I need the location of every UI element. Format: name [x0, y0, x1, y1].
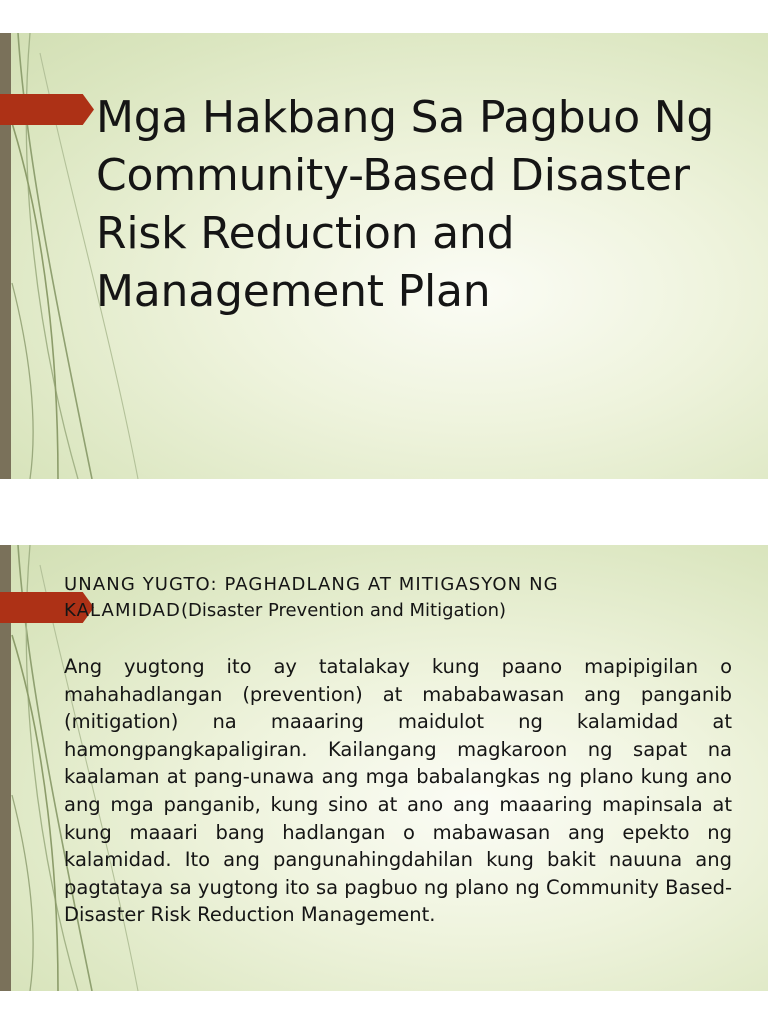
title-accent-tab [0, 94, 94, 125]
title-slide [0, 33, 768, 479]
section-heading [64, 572, 744, 624]
content-slide [0, 545, 768, 991]
slide-title: Mga Hakbang Sa Pagbuo Ng Community-Based Disaster Risk Reduction and Management Plan [96, 92, 715, 317]
section-body-text: Ang yugtong ito ay tatalakay kung paano mapipigilan o mahahadlangan (prevention) at mababawasan ang panganib (mitigation) na maaaring maidulot ng kalamidad at hamongpangkapaligiran. Kailangang magkaroon ng sapat na kaalaman at pang-unawa ang mga babalangkas ng plano kung ano ang mga panganib, kung sino at ano ang maaaring mapinsala at kung maaari bang hadlangan o mabawasan ang epekto ng kalamidad. Ito ang pangunahingdahilan kung bakit nauuna ang pagtataya sa yugtong ito sa pagbuo ng plano ng Community Based-Disaster Risk Reduction Management. [64, 655, 732, 927]
section-heading-caps: UNANG YUGTO: PAGHADLANG AT MITIGASYON NG KALAMIDAD [64, 574, 559, 621]
section-heading-english: (Disaster Prevention and Mitigation) [181, 600, 507, 621]
